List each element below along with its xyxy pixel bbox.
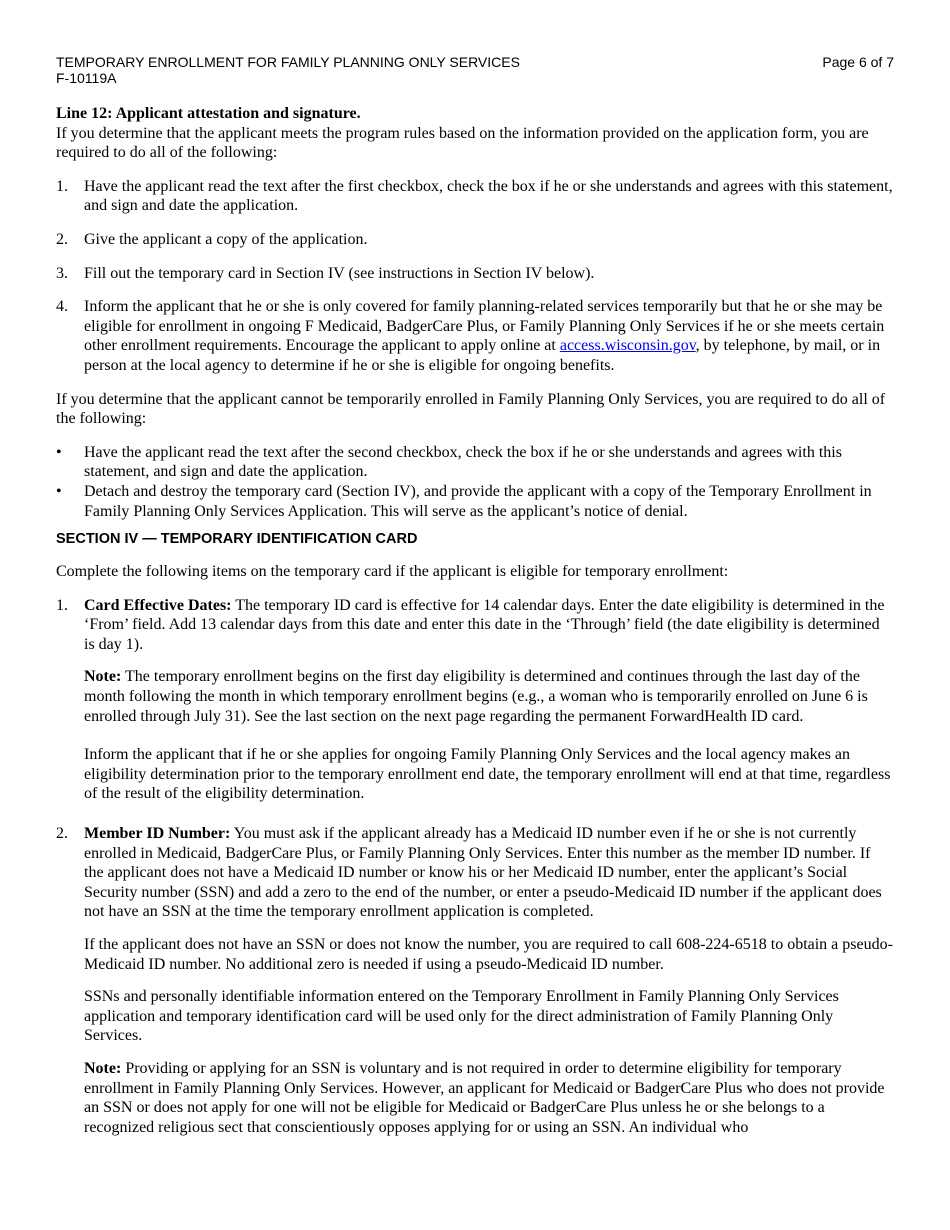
item-label: Member ID Number: [84,825,231,843]
list-item [56,297,894,375]
document-page [56,54,894,1137]
form-id: F-10119A [56,70,117,86]
list-number: 2. [56,825,68,843]
list-number: 1. [56,596,68,614]
list-text: Have the applicant read the text after the first checkbox, check the box if he or she understands and agrees with this statement, and sign and date the application. [84,177,893,215]
section4-intro: Complete the following items on the temporary card if the applicant is eligible for temporary enrollment: [56,563,729,581]
line12-intro: If you determine that the applicant meets the program rules based on the information provided on the application form, you are required to do all of the following: [56,124,869,162]
list-text: You must ask if the applicant already has a Medicaid ID number even if he or she is not currently enrolled in Medicaid, BadgerCare Plus, or Family Planning Only Services. Enter this number as the member ID number. If the applicant does not have a Medicaid ID number or know his or her Medicaid ID number, enter the applicant’s Social Security number (SSN) and add a zero to the end of the number, or enter a pseudo-Medicaid ID number if the applicant does not have an SSN at the time the temporary enrollment application is completed. [84,825,882,921]
list-item [56,177,894,216]
item-label: Card Effective Dates: [84,596,232,614]
bullet-marker: • [56,443,62,461]
note-paragraph [84,1059,894,1137]
page-number: Page 6 of 7 [822,54,894,70]
section-heading: SECTION IV — TEMPORARY IDENTIFICATION CARD [56,531,418,548]
note-paragraph [84,667,894,726]
list-text: Give the applicant a copy of the application. [84,230,368,248]
section4-body [56,562,894,1137]
list-number: 1. [56,177,68,195]
header-title: TEMPORARY ENROLLMENT FOR FAMILY PLANNING ONLY SERVICES [56,54,520,70]
ssn-paragraph: If the applicant does not have an SSN or does not know the number, you are required to call 608-224-6518 to obtain a pseudo-Medicaid ID number. No additional zero is needed if using a pseudo-Medicaid ID number. [84,936,893,973]
bullet-text: Have the applicant read the text after the second checkbox, check the box if he or she understands and agrees with this statement, and sign and date the application. [84,443,842,481]
list-item [56,824,894,1137]
list-number: 3. [56,264,68,282]
list-item [56,264,894,284]
privacy-paragraph: SSNs and personally identifiable information entered on the Temporary Enrollment in Family Planning Only Services application and temporary identification card will be used only for the direct administration of Family Planning Only Services. [84,988,839,1045]
inform-paragraph: Inform the applicant that if he or she applies for ongoing Family Planning Only Services and the local agency makes an eligibility determination prior to the temporary enrollment end date, the temporary enrollment will end at that time, regardless of the result of the eligibility determination. [84,746,891,803]
bullet-marker: • [56,482,62,500]
note-text: Providing or applying for an SSN is voluntary and is not required in order to determine eligibility for temporary enrollment in Family Planning Only Services. However, an applicant for Medicaid or BadgerCare Plus who does not provide an SSN or does not apply for one will not be eligible for Medicaid or BadgerCare Plus unless he or she belongs to a recognized religious sect that conscientiously opposes applying for or using an SSN. An individual who [84,1059,885,1136]
denial-intro: If you determine that the applicant cannot be temporarily enrolled in Family Planning Only Services, you are required to do all of the following: [56,390,886,428]
list-item [56,596,894,804]
bullet-text: Detach and destroy the temporary card (Section IV), and provide the applicant with a copy of the Temporary Enrollment in Family Planning Only Services Application. This will serve as the applicant’s notice of denial. [84,482,872,520]
access-wisconsin-link[interactable]: access.wisconsin.gov [559,337,696,355]
line12-heading: Line 12: Applicant attestation and signature. [56,105,361,122]
bullet-item [56,443,894,482]
list-text: Inform the applicant that he or she is only covered for family planning-related services temporarily but that he or she may be eligible for enrollment in ongoing F Medicaid, BadgerCare Plus, or Family Planning Only Services if he or she meets certain other enrollment requirements. Encourage the applicant to apply online at [84,298,885,355]
page-header [56,54,894,86]
list-item [56,230,894,250]
list-number: 4. [56,298,68,316]
list-text: The temporary ID card is effective for 14 calendar days. Enter the date eligibility is determined in the ‘From’ field. Add 13 calendar days from this date and enter this date in the ‘Through’ field (the date eligibility is determined is day 1). [84,596,885,653]
bullet-item [56,482,894,521]
list-text: Fill out the temporary card in Section IV (see instructions in Section IV below). [84,264,595,282]
list-text-cont: , by telephone, by mail, or in person at the local agency to determine if he or she is eligible for ongoing benefits. [84,337,881,374]
list-number: 2. [56,230,68,248]
note-label: Note: [84,1059,122,1077]
note-label: Note: [84,668,122,686]
note-text: The temporary enrollment begins on the first day eligibility is determined and continues through the last day of the month following the month in which temporary enrollment begins (e.g., a woman who is temporarily enrolled on June 6 is enrolled through July 31). See the last section on the next page regarding the permanent ForwardHealth ID card. [84,668,868,725]
line12-section [56,104,894,521]
